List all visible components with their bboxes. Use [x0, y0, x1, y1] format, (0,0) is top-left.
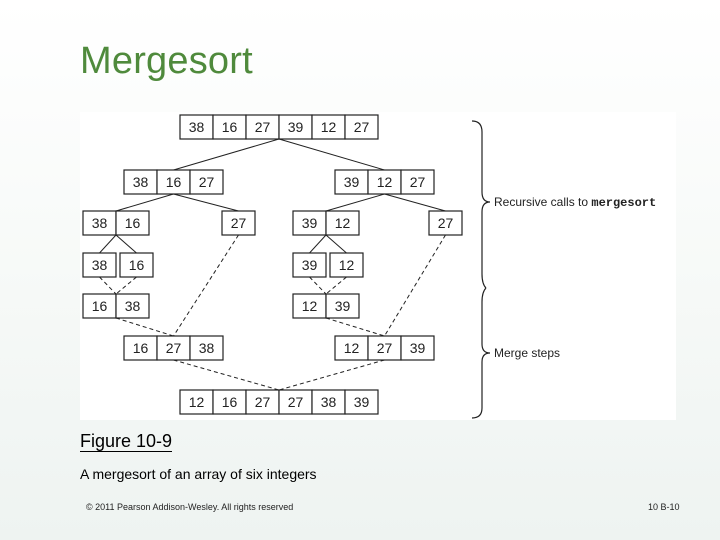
array-split-level-3-1 [120, 253, 153, 277]
array-sorted-level-6-0 [180, 390, 378, 414]
recursive-calls-label: Recursive calls to mergesort [494, 195, 657, 210]
merge-connector-line [279, 360, 385, 390]
array-cell-value: 27 [437, 215, 454, 231]
split-connector-line [116, 235, 137, 253]
array-cell-value: 39 [301, 257, 318, 273]
array-split-level-2-1 [222, 211, 255, 235]
array-boxes [83, 115, 462, 414]
merge-connector-line [326, 318, 385, 336]
split-connector-line [310, 235, 327, 253]
slide-title: Mergesort [80, 40, 253, 82]
array-original-level-0-0 [180, 115, 378, 139]
array-cell-value: 27 [230, 215, 247, 231]
array-cell-value: 38 [188, 119, 205, 135]
array-split-level-1-0 [124, 170, 223, 194]
array-split-level-2-3 [429, 211, 462, 235]
mergesort-diagram [80, 112, 676, 420]
array-cell-value: 27 [254, 119, 271, 135]
figure-caption: A mergesort of an array of six integers [80, 466, 317, 482]
array-merge-level-4-1 [293, 294, 359, 318]
array-cell-value: 27 [198, 174, 215, 190]
array-split-level-1-1 [335, 170, 434, 194]
recursive-calls-brace [472, 121, 490, 288]
array-cell-value: 12 [188, 394, 205, 410]
merge-connector-line [116, 318, 174, 336]
array-cell-value: 39 [353, 394, 370, 410]
split-connector-line [174, 139, 280, 170]
array-cell-value: 16 [124, 215, 141, 231]
array-cell-value: 39 [343, 174, 360, 190]
array-cell-value: 27 [353, 119, 370, 135]
slide-number: 10 B-10 [648, 502, 680, 512]
array-cell-value: 12 [376, 174, 393, 190]
merge-connector-line [174, 235, 239, 336]
merge-connector-line [116, 277, 137, 294]
array-cell-value: 39 [301, 215, 318, 231]
array-cell-value: 27 [165, 340, 182, 356]
array-merge-level-5-1 [335, 336, 434, 360]
array-cell-value: 12 [343, 340, 360, 356]
copyright-footer: © 2011 Pearson Addison-Wesley. All rights reserved [86, 502, 294, 512]
array-cell-value: 39 [287, 119, 304, 135]
merge-connector-line [174, 360, 280, 390]
array-cell-value: 16 [221, 394, 238, 410]
merge-connector-line [385, 235, 446, 336]
array-cell-value: 16 [165, 174, 182, 190]
array-cell-value: 16 [132, 340, 149, 356]
figure-label: Figure 10-9 [80, 431, 173, 451]
array-split-level-2-0 [83, 211, 149, 235]
array-split-level-3-0 [83, 253, 116, 277]
array-cell-value: 27 [287, 394, 304, 410]
array-split-level-2-2 [293, 211, 359, 235]
array-cell-value: 38 [320, 394, 337, 410]
array-split-level-3-3 [330, 253, 363, 277]
array-cell-value: 39 [409, 340, 426, 356]
array-cell-value: 12 [320, 119, 337, 135]
array-cell-value: 16 [128, 257, 145, 273]
array-cell-value: 38 [198, 340, 215, 356]
braces [472, 121, 490, 418]
array-cell-value: 38 [124, 298, 141, 314]
array-cell-value: 12 [338, 257, 355, 273]
array-cell-value: 38 [132, 174, 149, 190]
merge-connector-line [326, 277, 347, 294]
split-connector-line [326, 194, 385, 211]
array-cell-value: 27 [409, 174, 426, 190]
array-cell-value: 38 [91, 257, 108, 273]
split-connector-line [174, 194, 239, 211]
array-cell-value: 39 [334, 298, 351, 314]
split-connector-line [279, 139, 385, 170]
array-merge-level-4-0 [83, 294, 149, 318]
split-connector-line [100, 235, 117, 253]
merge-steps-label: Merge steps [494, 346, 561, 360]
merge-steps-brace [472, 288, 490, 418]
array-cell-value: 16 [91, 298, 108, 314]
split-connector-line [116, 194, 174, 211]
split-connector-line [385, 194, 446, 211]
array-cell-value: 27 [376, 340, 393, 356]
split-connector-line [326, 235, 347, 253]
array-cell-value: 12 [301, 298, 318, 314]
merge-connector-line [100, 277, 117, 294]
figure-panel [80, 112, 676, 420]
array-merge-level-5-0 [124, 336, 223, 360]
array-cell-value: 27 [254, 394, 271, 410]
array-cell-value: 16 [221, 119, 238, 135]
merge-connector-line [310, 277, 327, 294]
array-cell-value: 12 [334, 215, 351, 231]
array-split-level-3-2 [293, 253, 326, 277]
array-cell-value: 38 [91, 215, 108, 231]
